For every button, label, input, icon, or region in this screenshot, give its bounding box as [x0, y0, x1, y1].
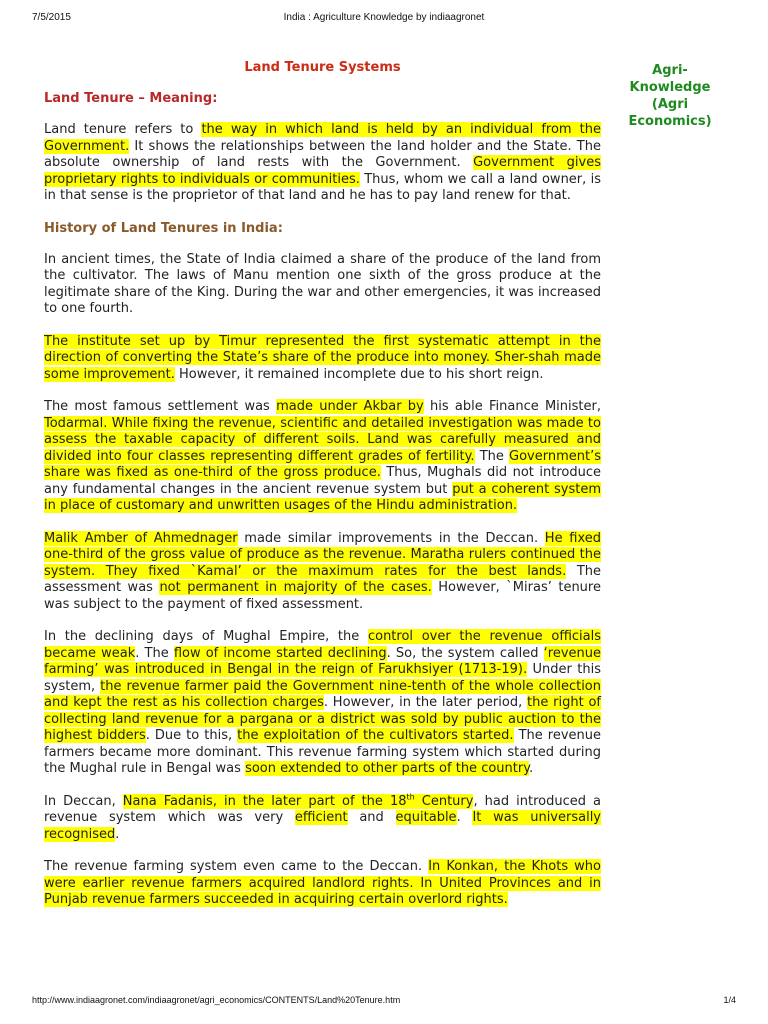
- text: The: [474, 448, 510, 464]
- highlighted-text: made under Akbar by: [276, 399, 424, 414]
- paragraph-deccan-farming: [44, 859, 601, 909]
- text: and: [347, 810, 396, 825]
- text: . However, in the later period,: [323, 695, 528, 710]
- text: . So, the system called: [386, 645, 544, 661]
- text: .: [529, 761, 534, 776]
- text: The most famous settlement was: [44, 399, 277, 414]
- highlighted-text: He fixed one-third of the gross value of produce as the revenue. Maratha rulers continued the system. They fixed `Kamal’ or the maximum rates for the best lands.: [44, 530, 602, 579]
- paragraph-mughal-decline: [44, 629, 601, 778]
- text: Under this system,: [44, 662, 601, 694]
- highlighted-text: In Konkan, the Khots who were earlier revenue farmers acquired landlord rights. In United Provinces and in Punjab revenue farmers succeeded in acquiring certain overlord rights.: [44, 859, 601, 907]
- sidebar-category[interactable]: [618, 62, 722, 130]
- highlighted-text: ‘revenue farming’ was introduced in Bengal in the reign of Farukhsiyer (1713-19).: [44, 645, 601, 677]
- highlighted-text: equitable: [395, 810, 457, 825]
- highlighted-text: the way in which land is held by an individual from the Government.: [44, 122, 601, 154]
- highlighted-text: the revenue farmer paid the Government nine-tenth of the whole collection and kept the rest as his collection charges: [44, 678, 601, 710]
- text: The assessment was: [44, 563, 601, 595]
- highlighted-text: The institute set up by Timur represented the first systematic attempt in the direction of converting the State’s share of the produce into money. Sher-shah made some improvement.: [44, 333, 601, 382]
- page-title: Land Tenure Systems: [244, 60, 401, 75]
- text: Land tenure refers to: [44, 122, 202, 137]
- highlighted-text: the exploitation of the cultivators started.: [237, 728, 514, 743]
- text: Thus, whom we call a land owner, is in that sense is the proprietor of that land and he has to pay land renew for that.: [44, 171, 601, 203]
- highlighted-text: efficient: [294, 810, 348, 825]
- paragraph-nana-fadanis: [44, 794, 601, 844]
- text: his able Finance Minister,: [423, 399, 601, 414]
- text: .: [115, 826, 120, 842]
- highlighted-text: not permanent in majority of the cases.: [159, 580, 432, 595]
- text: It shows the relationships between the land holder and the State. The absolute ownership of land rests with the Government.: [44, 138, 601, 170]
- text: Thus, Mughals did not introduce any fundamental changes in the ancient revenue system but: [44, 465, 601, 497]
- superscript: th: [406, 792, 415, 802]
- text: . Due to this,: [145, 728, 238, 743]
- highlighted-text: Government gives proprietary rights to individuals or communities.: [44, 155, 601, 187]
- text: The revenue farming system even came to the Deccan.: [44, 859, 429, 874]
- sidebar-line: Knowledge: [629, 80, 711, 95]
- highlighted-text: control over the revenue officials became weak: [44, 629, 602, 661]
- print-header-title: India : Agriculture Knowledge by indiaagronet: [283, 12, 485, 23]
- highlighted-text: It was universally recognised: [44, 810, 602, 842]
- highlighted-text: the right of collecting land revenue for a pargana or a district was sold by public auction to the highest bidders: [44, 695, 601, 743]
- sidebar-line: Agri-: [652, 63, 688, 78]
- text: made similar improvements in the Deccan.: [237, 530, 545, 546]
- paragraph-malik-amber: [44, 531, 601, 614]
- highlighted-text: put a coherent system in place of customary and unwritten usages of the Hindu administration.: [44, 481, 601, 513]
- section-heading-meaning: Land Tenure – Meaning:: [44, 91, 218, 106]
- text: Nana Fadanis, in the later part of the 18: [122, 793, 407, 809]
- highlighted-text: Malik Amber of Ahmednager: [44, 530, 238, 546]
- print-footer-url: http://www.indiaagronet.com/indiaagronet/agri_economics/CONTENTS/Land%20Tenure.htm: [32, 995, 401, 1005]
- section-heading-history: History of Land Tenures in India:: [44, 220, 283, 236]
- text: The revenue farmers became more dominant. This revenue farming system which started during the Mughal rule in Bengal was: [44, 728, 602, 776]
- text: However, it remained incomplete due to his short reign.: [174, 366, 544, 382]
- text: However, `Miras’ tenure was subject to the payment of fixed assessment.: [44, 580, 601, 612]
- text: .: [456, 810, 473, 825]
- highlighted-text: soon extended to other parts of the country: [245, 761, 530, 776]
- paragraph-akbar: [44, 399, 601, 515]
- paragraph-meaning: [44, 122, 601, 205]
- highlighted-text: [123, 794, 474, 809]
- highlighted-text: flow of income started declining: [173, 645, 387, 661]
- sidebar-line: (Agri: [651, 97, 689, 112]
- highlighted-text: Todarmal. While fixing the revenue, scientific and detailed investigation was made to assess the taxable capacity of different soils. Land was carefully measured and divided into four classes representing different grades of fertility.: [44, 415, 601, 464]
- text: . The: [135, 645, 174, 661]
- text: In ancient times, the State of India claimed a share of the produce of the land from the cultivator. The laws of Manu mention one sixth of the gross produce at the legitimate share of the King. During the war and other emergencies, it was increased to one fourth.: [44, 251, 601, 316]
- paragraph-ancient: [44, 252, 601, 318]
- print-date: 7/5/2015: [32, 12, 71, 23]
- highlighted-text: Government’s share was fixed as one-third of the gross produce.: [44, 448, 601, 480]
- print-page-number: 1/4: [723, 995, 736, 1005]
- sidebar-line: Economics): [628, 114, 712, 129]
- text: In the declining days of Mughal Empire, the: [44, 629, 368, 644]
- article-body: [44, 60, 601, 925]
- text: , had introduced a revenue system which was very: [44, 793, 601, 825]
- text: Century: [414, 793, 474, 809]
- text: In Deccan,: [44, 793, 123, 809]
- paragraph-timur: [44, 334, 601, 384]
